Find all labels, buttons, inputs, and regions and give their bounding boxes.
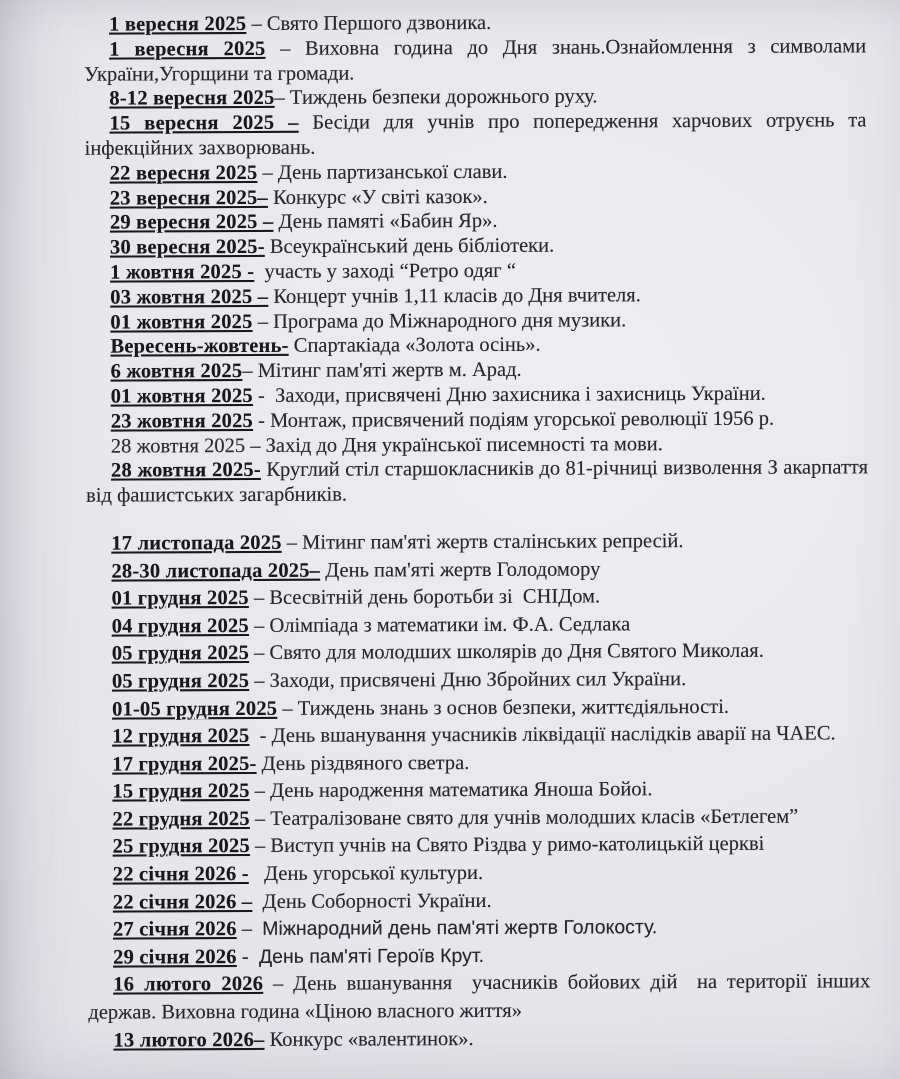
event-date: 01-05 грудня 2025 xyxy=(111,697,278,721)
event-date: 05 грудня 2025 xyxy=(111,642,250,665)
events-section-2 xyxy=(86,527,870,1055)
event-text: Всесвітній день боротьби зі СНІДом. xyxy=(269,585,601,610)
event-text: День пам'яті Героїв Крут. xyxy=(258,944,485,968)
event-item xyxy=(85,208,867,236)
event-item xyxy=(87,582,869,613)
event-separator xyxy=(252,891,262,913)
event-date: 01 жовтня 2025 xyxy=(110,384,253,408)
event-date: 8-12 вересня 2025 xyxy=(109,87,275,110)
event-text: Бесіди для учнів про попередження харчових отруєнь та інфекційних захворювань. xyxy=(84,109,867,160)
event-text: День пам'яті жертв Голодомору xyxy=(325,557,601,582)
event-item xyxy=(87,610,869,641)
event-date: 15 вересня 2025 – xyxy=(109,111,299,135)
event-date: Вересень-жовтень- xyxy=(110,335,289,358)
event-date: 23 жовтня 2025 xyxy=(110,409,254,433)
event-item xyxy=(85,307,867,335)
event-item xyxy=(85,158,867,186)
event-item xyxy=(86,356,868,384)
event-item xyxy=(88,1024,870,1055)
event-item xyxy=(87,748,869,779)
event-item xyxy=(88,858,870,889)
event-date: 05 грудня 2025 xyxy=(111,669,250,693)
event-date: 1 вересня 2025 xyxy=(109,37,266,61)
event-text: Свято Першого дзвоника. xyxy=(266,11,492,35)
event-text: участь у заході “Ретро одяг “ xyxy=(264,259,516,283)
event-separator: – xyxy=(248,587,270,610)
event-item xyxy=(87,665,869,696)
event-item xyxy=(87,803,869,834)
event-separator: – xyxy=(248,642,270,665)
event-item xyxy=(84,34,866,87)
event-text: Конкурс «валентинок». xyxy=(269,1027,474,1051)
event-date: 27 січня 2026 xyxy=(112,918,237,941)
event-text: День памяті «Бабин Яр». xyxy=(278,210,498,234)
event-text: День Соборності України. xyxy=(262,889,492,913)
event-date: 29 січня 2026 xyxy=(113,945,237,969)
event-date: 01 грудня 2025 xyxy=(111,587,249,610)
event-text: Виховна година до Дня знань.Ознайомлення з символами України,Угорщини та громади. xyxy=(84,35,867,86)
event-item xyxy=(88,969,870,1028)
event-separator: - xyxy=(249,724,272,748)
event-separator: – xyxy=(277,697,298,720)
event-date: 22 вересня 2025 xyxy=(109,161,258,185)
event-item xyxy=(86,456,868,509)
event-date: 1 жовтня 2025 - xyxy=(110,260,255,284)
event-item xyxy=(85,183,867,211)
event-text: Спартакіада «Золота осінь». xyxy=(293,334,541,358)
event-item xyxy=(87,776,869,807)
event-separator xyxy=(254,261,264,283)
event-separator: – xyxy=(249,780,271,803)
event-date: 12 грудня 2025 xyxy=(112,725,250,748)
event-text: Тиждень знань з основ безпеки, життєдіяльності. xyxy=(297,695,730,720)
event-separator: – xyxy=(263,973,294,996)
event-separator xyxy=(249,863,264,885)
event-item xyxy=(84,108,866,161)
event-date: 30 вересня 2025- xyxy=(109,236,265,259)
event-item xyxy=(86,431,868,459)
events-section-1 xyxy=(84,9,868,508)
event-text: День угорської культури. xyxy=(264,862,484,885)
event-date: 15 грудня 2025 xyxy=(112,780,250,803)
event-date: 6 жовтня 2025 xyxy=(110,360,243,383)
event-item xyxy=(86,406,868,434)
event-separator: – xyxy=(236,918,263,941)
event-item xyxy=(85,282,867,310)
event-text: День народження математика Яноша Бойоі. xyxy=(270,778,653,803)
event-separator: - xyxy=(236,945,259,968)
event-text: День вшанування учасників ліквідації наслідків аварії на ЧАЕС. xyxy=(271,722,836,747)
event-date: 25 грудня 2025 xyxy=(112,835,250,859)
event-text: Тиждень безпеки дорожнього руху. xyxy=(289,85,598,110)
event-item xyxy=(85,232,867,260)
event-date: 28 жовтня 2025 xyxy=(110,434,246,458)
event-text: Олімпіада з математики ім. Ф.А. Седлака xyxy=(269,613,631,637)
event-date: 28-30 листопада 2025– xyxy=(111,559,321,583)
event-text: День вшанування учасників бойових дій на території інших держав. Виховна година «Ціною власного життя» xyxy=(88,970,871,1024)
event-separator: - xyxy=(252,409,271,432)
event-separator: – xyxy=(249,669,270,692)
event-item xyxy=(87,693,869,724)
event-item xyxy=(85,257,867,285)
event-separator: – xyxy=(281,531,303,554)
event-date: 22 грудня 2025 xyxy=(112,807,250,831)
event-date: 23 вересня 2025– xyxy=(109,186,268,210)
event-item xyxy=(86,527,868,558)
event-date: 17 грудня 2025- xyxy=(112,752,257,776)
event-item xyxy=(88,941,870,972)
event-text: Мітинг пам'яті жертв сталінських репресій. xyxy=(302,530,684,554)
event-separator: – xyxy=(257,161,278,184)
event-text: День партизанської слави. xyxy=(277,160,508,184)
event-text: Конкурс «У світі казок». xyxy=(273,185,488,209)
event-text: Всеукраїнський день бібліотеки. xyxy=(269,234,555,259)
event-item xyxy=(86,381,868,409)
event-text: Свято для молодших школярів до Дня Святого Миколая. xyxy=(269,640,764,665)
event-calendar xyxy=(84,9,871,1055)
event-separator: – xyxy=(249,807,271,830)
event-date: 29 вересня 2025 – xyxy=(109,211,274,234)
event-text: Концерт учнів 1,11 класів до Дня вчителя. xyxy=(273,284,641,308)
event-date: 28 жовтня 2025- xyxy=(110,459,261,482)
event-date: 22 січня 2026 – xyxy=(112,890,253,914)
event-item xyxy=(84,9,866,37)
event-date: 04 грудня 2025 xyxy=(111,614,249,638)
event-text: День різдвяного светра. xyxy=(261,751,470,775)
event-date: 16 лютого 2026 xyxy=(113,973,264,997)
event-item xyxy=(88,886,870,917)
event-text: Міжнародний день пам'яті жертв Голокосту. xyxy=(262,916,658,941)
event-date: 22 січня 2026 - xyxy=(112,863,249,886)
event-text: Монтаж, присвячений подіям угорської революції 1956 р. xyxy=(270,407,775,432)
event-separator: - xyxy=(252,384,276,407)
event-date: 13 лютого 2026– xyxy=(113,1028,265,1052)
event-separator xyxy=(299,112,313,134)
event-text: Виступ учнів на Свято Різдва у римо-католицькій церкві xyxy=(270,833,765,858)
event-item xyxy=(87,720,869,751)
event-text: Театралізоване свято для учнів молодших класів «Бетлегем” xyxy=(270,805,799,830)
event-separator: – xyxy=(249,835,271,858)
event-text: Мітинг пам'яті жертв м. Арад. xyxy=(257,358,522,383)
event-separator: – xyxy=(265,37,306,60)
event-item xyxy=(85,332,867,360)
event-separator: – xyxy=(252,310,274,333)
event-separator: – xyxy=(245,434,266,457)
event-separator: – xyxy=(274,87,290,110)
event-item xyxy=(88,914,870,945)
event-item xyxy=(88,831,870,862)
event-text: Круглий стіл старшокласників до 81-річниці визволення З акарпаття від фашистських загарбників. xyxy=(86,456,869,507)
event-date: 1 вересня 2025 xyxy=(109,12,247,36)
event-text: Програма до Міжнародного дня музики. xyxy=(272,308,627,333)
event-separator: – xyxy=(248,614,270,637)
event-date: 01 жовтня 2025 xyxy=(110,310,253,334)
event-item xyxy=(86,555,868,586)
event-item xyxy=(87,638,869,669)
event-text: Заходи, присвячені Дню захисника і захисниць України. xyxy=(275,382,766,407)
event-separator: – xyxy=(242,360,258,383)
event-text: Заходи, присвячені Дню Збройних сил України. xyxy=(269,667,687,692)
event-date: 03 жовтня 2025 – xyxy=(110,285,269,309)
event-separator: – xyxy=(246,12,267,35)
event-text: Захід до Дня української писемності та мови. xyxy=(265,432,663,457)
event-item xyxy=(84,84,866,112)
event-date: 17 листопада 2025 xyxy=(111,531,282,555)
